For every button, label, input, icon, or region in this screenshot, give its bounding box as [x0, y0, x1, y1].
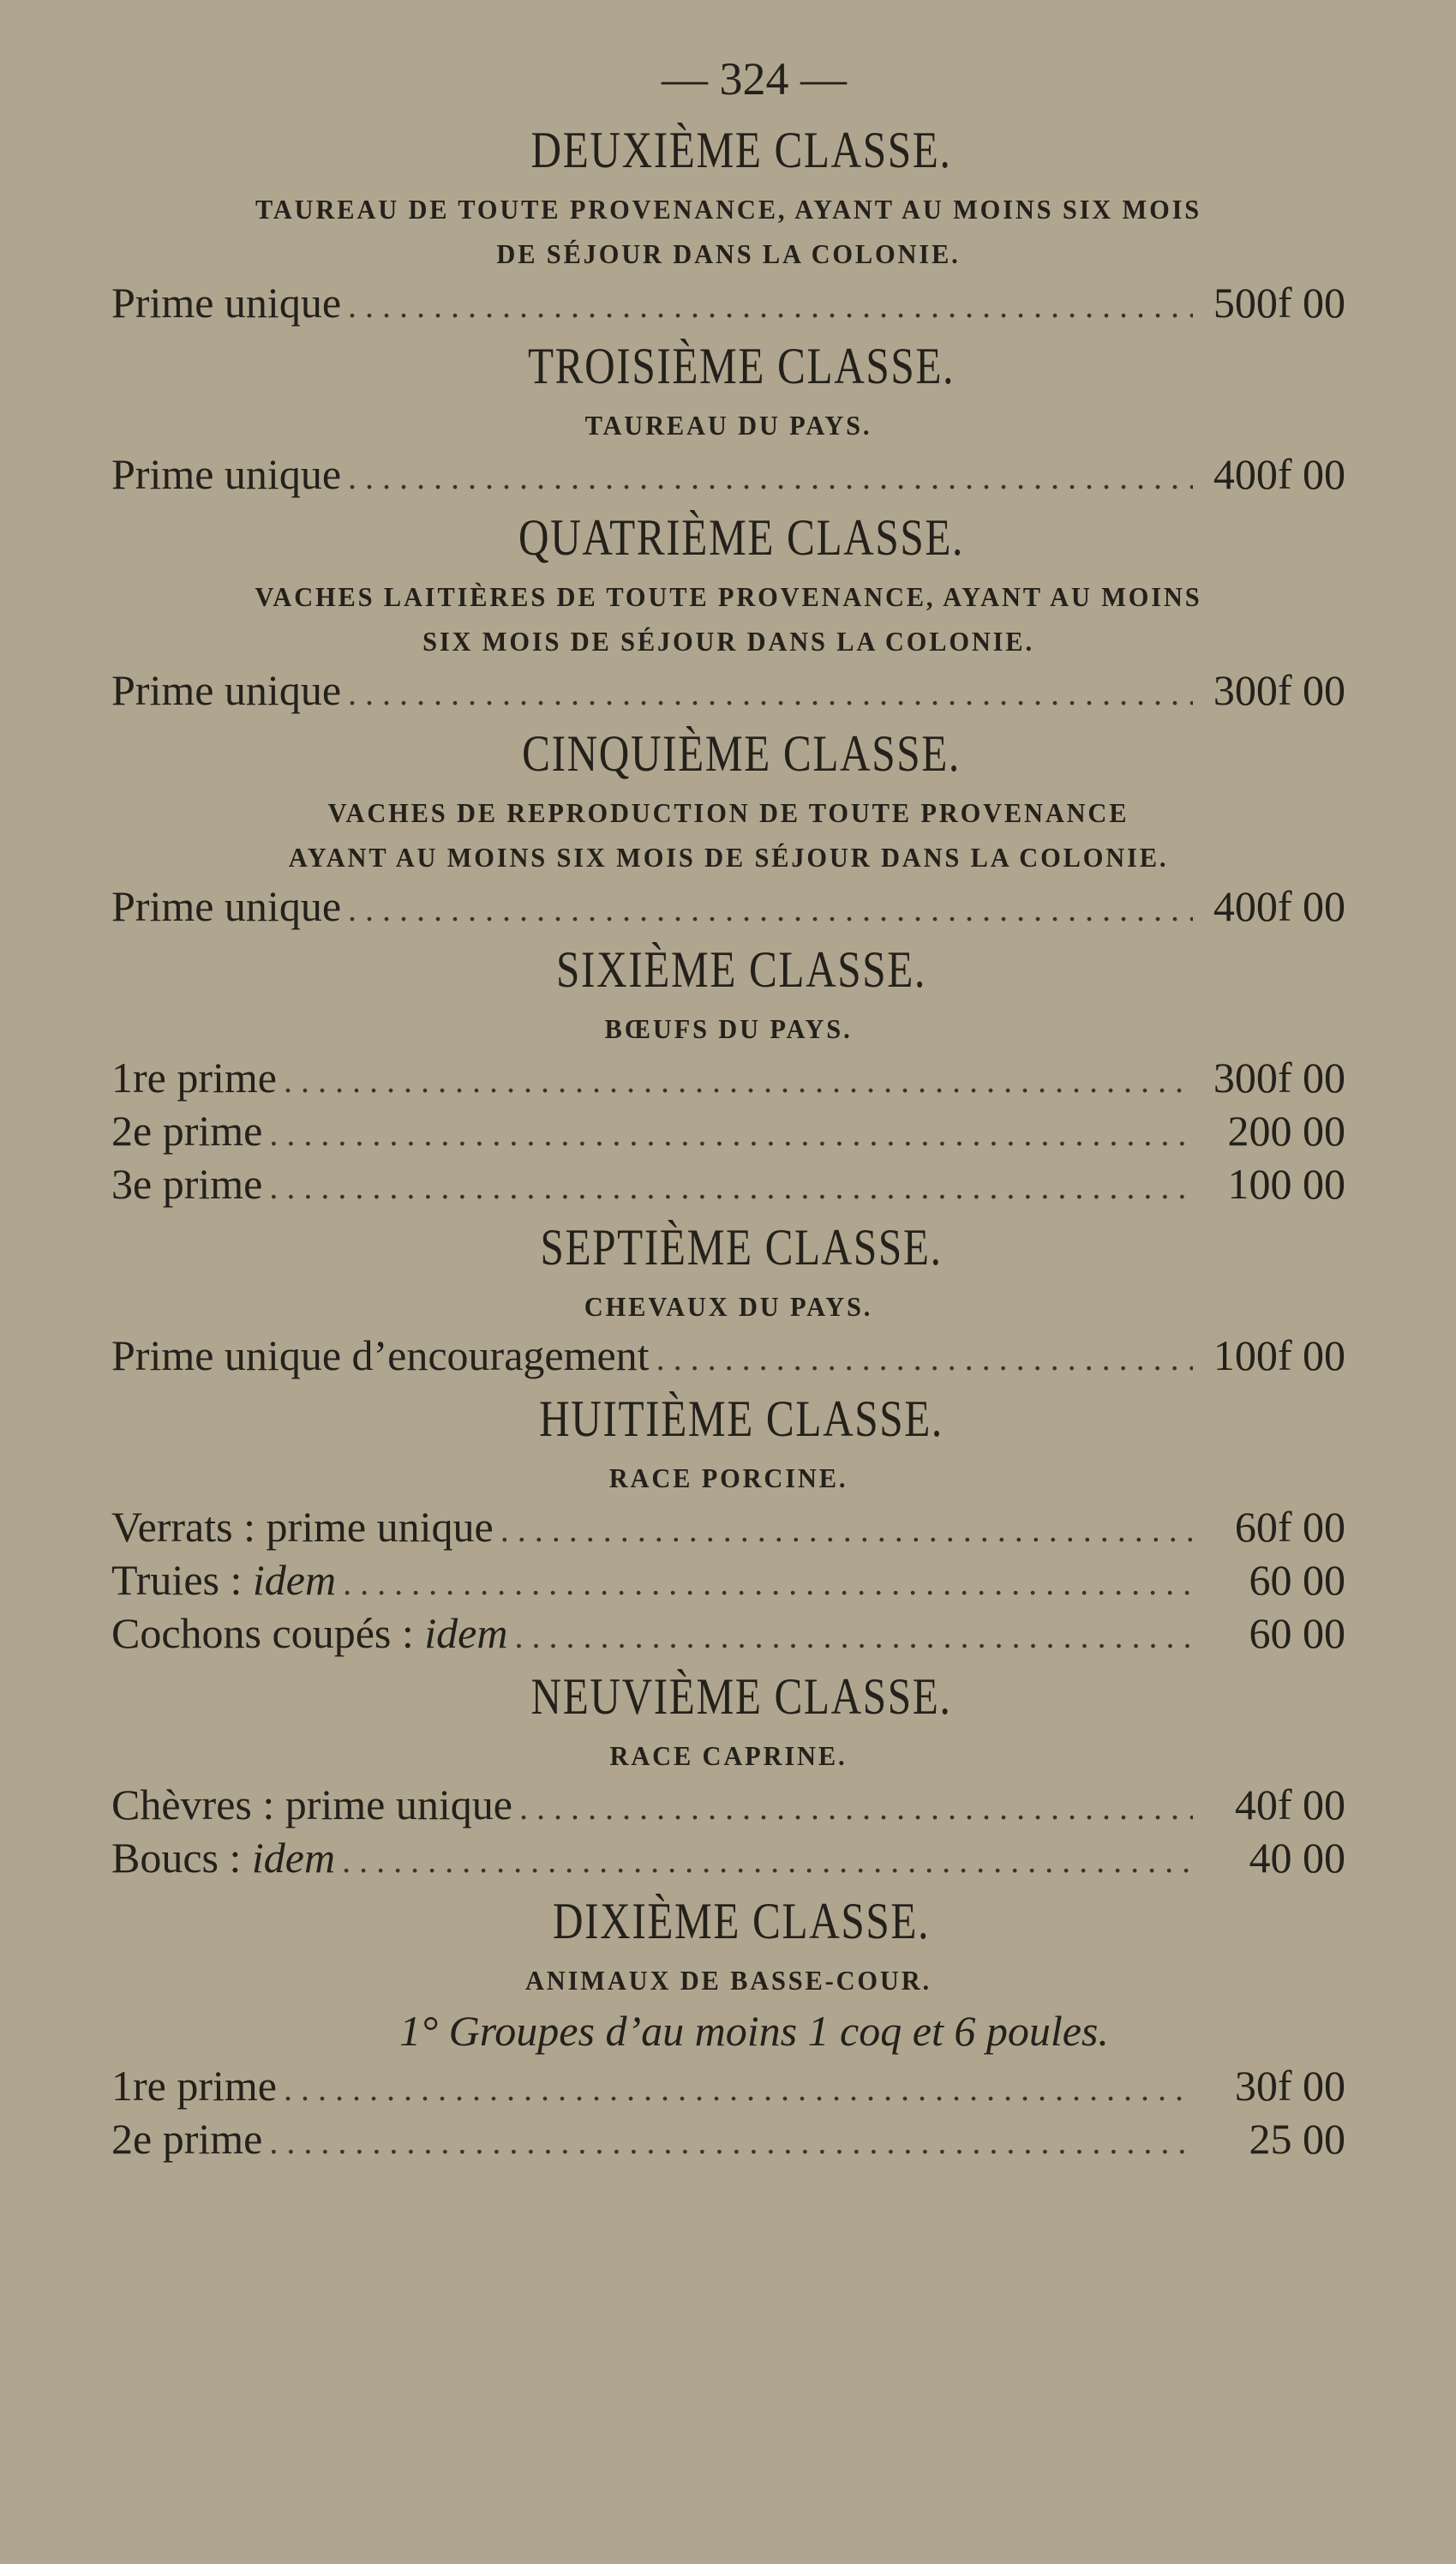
prize-amount: 40f 00 [1234, 1780, 1345, 1828]
prize-label-text: Boucs : [111, 1834, 252, 1882]
prize-amount: 30f 00 [1234, 2062, 1345, 2110]
class-subtitle: ANIMAUX DE BASSE-COUR. [525, 1965, 932, 1996]
prize-label-text: Prime unique [111, 666, 342, 714]
class-subtitle: SIX MOIS DE SÉJOUR DANS LA COLONIE. [422, 626, 1034, 657]
prize-row [111, 1329, 1345, 1382]
class-section [111, 113, 1345, 329]
class-subtitle: VACHES LAITIÈRES DE TOUTE PROVENANCE, AYANT AU MOINS [255, 581, 1202, 612]
prize-row [111, 1051, 1345, 1104]
prize-label-text: Prime unique [111, 882, 342, 930]
class-subtitle: AYANT AU MOINS SIX MOIS DE SÉJOUR DANS LA COLONIE. [288, 842, 1169, 873]
prize-row [111, 880, 1345, 933]
prize-row [111, 1606, 1345, 1660]
class-title: SIXIÈME CLASSE. [556, 941, 926, 998]
prize-label-text: Prime unique [111, 279, 342, 327]
prize-amount: 300f 00 [1213, 666, 1345, 714]
class-title: HUITIÈME CLASSE. [539, 1390, 944, 1447]
dot-leader [343, 1557, 1193, 1610]
class-subtitle: RACE PORCINE. [608, 1462, 848, 1493]
prize-label [111, 447, 341, 501]
prize-row [111, 1553, 1345, 1606]
prize-label [111, 1051, 277, 1104]
page-number: — 324 — [662, 53, 847, 105]
prize-row [111, 2059, 1345, 2112]
dot-leader [269, 1108, 1193, 1161]
class-title: DIXIÈME CLASSE. [552, 1893, 931, 1949]
prize-label [111, 1831, 335, 1884]
prize-row [111, 2112, 1345, 2165]
dot-leader [500, 1504, 1193, 1557]
prize-label-text: 3e prime [111, 1160, 263, 1208]
prize-amount: 500f 00 [1213, 279, 1345, 327]
dot-leader [269, 1161, 1193, 1214]
prize-label [111, 664, 341, 717]
dot-leader [514, 1610, 1193, 1663]
class-title: DEUXIÈME CLASSE. [530, 122, 952, 178]
class-title: QUATRIÈME CLASSE. [518, 509, 964, 566]
prize-label-text: 1re prime [111, 1054, 277, 1102]
prize-label-text: 2e prime [111, 1107, 263, 1155]
page-content [111, 45, 1345, 2165]
dot-leader [348, 667, 1193, 720]
class-subtitle: CHEVAUX DU PAYS. [584, 1291, 873, 1322]
class-subtitle: BŒUFS DU PAYS. [604, 1013, 853, 1044]
prize-row [111, 447, 1345, 501]
class-title: TROISIÈME CLASSE. [527, 338, 956, 394]
class-subtitle: TAUREAU DE TOUTE PROVENANCE, AYANT AU MOINS SIX MOIS [255, 194, 1202, 225]
prize-label [111, 1157, 262, 1210]
prize-label-text: Chèvres : prime unique [111, 1780, 512, 1828]
class-subtitle: DE SÉJOUR DANS LA COLONIE. [496, 238, 961, 269]
prize-label [111, 1329, 650, 1382]
dot-leader [656, 1332, 1193, 1385]
prize-label-text: Prime unique [111, 450, 342, 498]
prize-label [111, 1104, 262, 1157]
class-title: SEPTIÈME CLASSE. [540, 1219, 943, 1276]
prize-label [111, 1606, 507, 1660]
prize-amount: 400f 00 [1213, 882, 1345, 930]
dot-leader [342, 1834, 1193, 1888]
class-section [111, 1382, 1345, 1660]
class-section [111, 933, 1345, 1210]
dot-leader [348, 883, 1193, 936]
class-section [111, 1884, 1345, 2165]
prize-label-italic: idem [252, 1556, 337, 1604]
prize-amount: 25 00 [1249, 2115, 1345, 2163]
prize-label-italic: idem [251, 1834, 336, 1882]
dot-leader [348, 279, 1193, 333]
class-subtitle: TAUREAU DU PAYS. [584, 410, 872, 441]
prize-label [111, 1778, 512, 1831]
prize-label-text: Verrats : prime unique [111, 1503, 494, 1551]
prize-label [111, 880, 341, 933]
prize-amount: 100 00 [1227, 1160, 1345, 1208]
prize-label [111, 2059, 277, 2112]
group-heading: 1° Groupes d’au moins 1 coq et 6 poules. [399, 2007, 1109, 2055]
dot-leader [284, 2063, 1193, 2116]
class-title: NEUVIÈME CLASSE. [530, 1668, 952, 1725]
class-section [111, 1210, 1345, 1382]
prize-label [111, 276, 341, 329]
class-subtitle: RACE CAPRINE. [609, 1740, 848, 1771]
class-subtitle: VACHES DE REPRODUCTION DE TOUTE PROVENANCE [327, 797, 1129, 828]
prize-label-text: 1re prime [111, 2062, 277, 2110]
prize-amount: 100f 00 [1213, 1331, 1345, 1379]
prize-amount: 200 00 [1227, 1107, 1345, 1155]
prize-row [111, 1157, 1345, 1210]
prize-amount: 400f 00 [1213, 450, 1345, 498]
prize-row [111, 1500, 1345, 1553]
dot-leader [269, 2116, 1193, 2169]
prize-row [111, 276, 1345, 329]
prize-amount: 60 00 [1249, 1609, 1345, 1657]
prize-amount: 40 00 [1249, 1834, 1345, 1882]
prize-row [111, 1831, 1345, 1884]
prize-label-text: Cochons coupés : [111, 1609, 425, 1657]
class-title: CINQUIÈME CLASSE. [522, 725, 961, 782]
prize-row [111, 1104, 1345, 1157]
class-section [111, 501, 1345, 717]
dot-leader [519, 1781, 1193, 1834]
class-section [111, 1660, 1345, 1884]
prize-label [111, 1553, 336, 1606]
prize-amount: 60 00 [1249, 1556, 1345, 1604]
prize-label-text: Truies : [111, 1556, 253, 1604]
prize-label [111, 2112, 262, 2165]
class-section [111, 329, 1345, 501]
class-section [111, 717, 1345, 933]
prize-label-italic: idem [424, 1609, 508, 1657]
prize-row [111, 1778, 1345, 1831]
prize-amount: 300f 00 [1213, 1054, 1345, 1102]
dot-leader [284, 1054, 1193, 1108]
prize-amount: 60f 00 [1234, 1503, 1345, 1551]
dot-leader [348, 451, 1193, 504]
prize-label [111, 1500, 494, 1553]
prize-label-text: Prime unique d’encouragement [111, 1331, 650, 1379]
prize-label-text: 2e prime [111, 2115, 263, 2163]
prize-row [111, 664, 1345, 717]
